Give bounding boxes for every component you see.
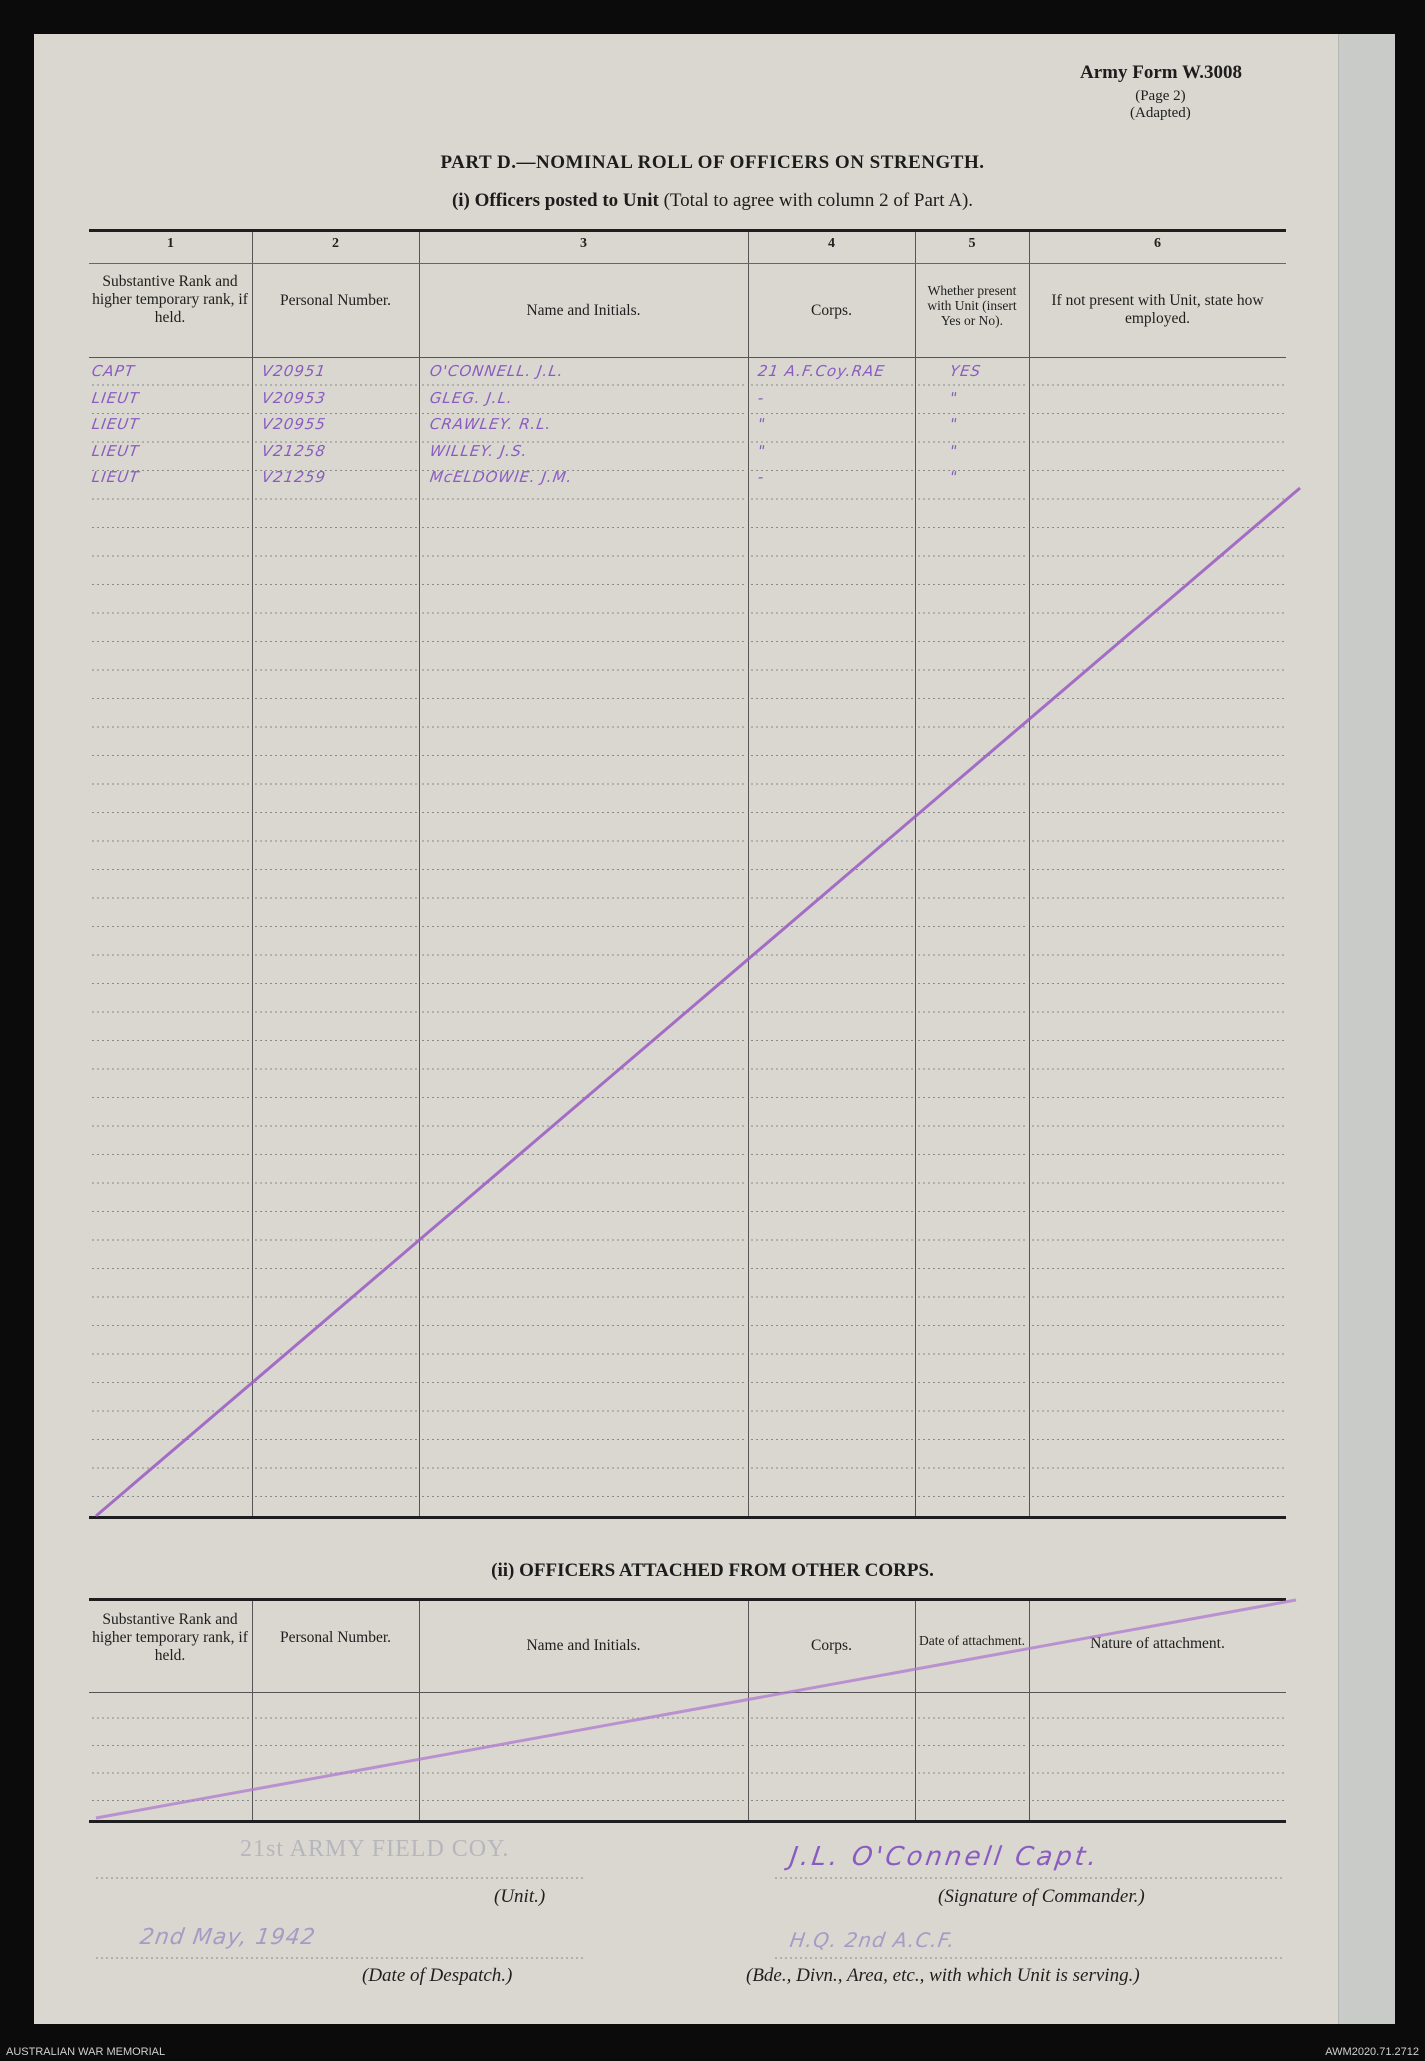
header-employment: If not present with Unit, state how employed.	[1051, 292, 1264, 327]
section-i-note: (Total to agree with column 2 of Part A).	[663, 190, 974, 211]
entry-number: V20951	[260, 362, 328, 380]
header-personal-number: Personal Number.	[279, 292, 392, 309]
header-ii-name: Name and Initials.	[526, 1637, 641, 1654]
credit-right: AWM2020.71.2712	[1325, 2046, 1419, 2058]
column-number-5: 5	[968, 236, 976, 251]
unit-label: (Unit.)	[494, 1886, 546, 1907]
entry-corps: "	[756, 441, 768, 460]
unit-stamp: 21st ARMY FIELD COY.	[240, 1836, 510, 1862]
section-ii-title: (ii) OFFICERS ATTACHED FROM OTHER CORPS.	[491, 1560, 934, 1581]
commander-signature: J.L. O'Connell Capt.	[787, 1842, 1102, 1872]
header-ii-rank: Substantive Rank and higher temporary rank, if held.	[92, 1611, 248, 1664]
entry-rank: LIEUT	[90, 441, 141, 460]
header-corps: Corps.	[811, 302, 852, 319]
form-page-number: (Page 2)	[1135, 88, 1186, 104]
entry-number: V20955	[260, 415, 328, 433]
entry-name: O'CONNELL. J.L.	[428, 362, 565, 380]
entry-name: CRAWLEY. R.L.	[428, 415, 553, 433]
header-present: Whether present with Unit (insert Yes or No).	[927, 283, 1017, 328]
column-number-3: 3	[580, 236, 587, 251]
entry-number: V21259	[260, 468, 328, 486]
column-number-6: 6	[1154, 236, 1161, 251]
entry-corps: -	[756, 388, 766, 407]
formation-entry: H.Q. 2nd A.C.F.	[788, 1928, 958, 1952]
form-adapted-note: (Adapted)	[1130, 105, 1191, 121]
formation-label: (Bde., Divn., Area, etc., with which Unit is serving.)	[746, 1965, 1140, 1986]
signature-label: (Signature of Commander.)	[938, 1886, 1145, 1907]
cancel-stroke-table-ii	[96, 1600, 1296, 1818]
header-ii-personal-number: Personal Number.	[279, 1629, 392, 1646]
entry-corps: 21 A.F.Coy.RAE	[756, 362, 887, 380]
entry-name: GLEG. J.L.	[428, 388, 515, 407]
entry-present: YES	[948, 362, 983, 380]
entry-present: "	[948, 415, 960, 433]
entry-rank: LIEUT	[90, 388, 141, 407]
entry-present: "	[948, 388, 960, 407]
column-number-4: 4	[828, 236, 835, 251]
entry-present: "	[948, 441, 960, 460]
entry-corps: -	[756, 468, 766, 486]
entry-name: McELDOWIE. J.M.	[428, 468, 574, 486]
form-number: Army Form W.3008	[1080, 62, 1243, 83]
header-ii-corps: Corps.	[811, 1637, 852, 1654]
entry-number: V21258	[260, 441, 328, 460]
entry-rank: LIEUT	[90, 415, 141, 433]
credit-left: AUSTRALIAN WAR MEMORIAL	[6, 2046, 166, 2058]
column-number-1: 1	[167, 236, 174, 251]
section-i-label: (i) Officers posted to Unit	[451, 190, 659, 211]
part-title: PART D.—NOMINAL ROLL OF OFFICERS ON STRENGTH.	[440, 152, 985, 173]
column-number-2: 2	[332, 236, 339, 251]
entry-number: V20953	[260, 388, 328, 407]
header-ii-date: Date of attachment.	[918, 1633, 1026, 1648]
header-name: Name and Initials.	[526, 302, 641, 319]
entry-rank: LIEUT	[90, 468, 141, 486]
entry-present: "	[948, 468, 960, 486]
entry-name: WILLEY. J.S.	[428, 441, 529, 460]
header-ii-nature: Nature of attachment.	[1090, 1635, 1225, 1652]
header-rank: Substantive Rank and higher temporary rank, if held.	[92, 273, 248, 326]
entry-corps: "	[756, 415, 768, 433]
despatch-date: 2nd May, 1942	[138, 1925, 318, 1950]
entry-rank: CAPT	[90, 362, 137, 380]
date-label: (Date of Despatch.)	[362, 1965, 513, 1986]
cancel-stroke-table-i	[96, 488, 1300, 1516]
